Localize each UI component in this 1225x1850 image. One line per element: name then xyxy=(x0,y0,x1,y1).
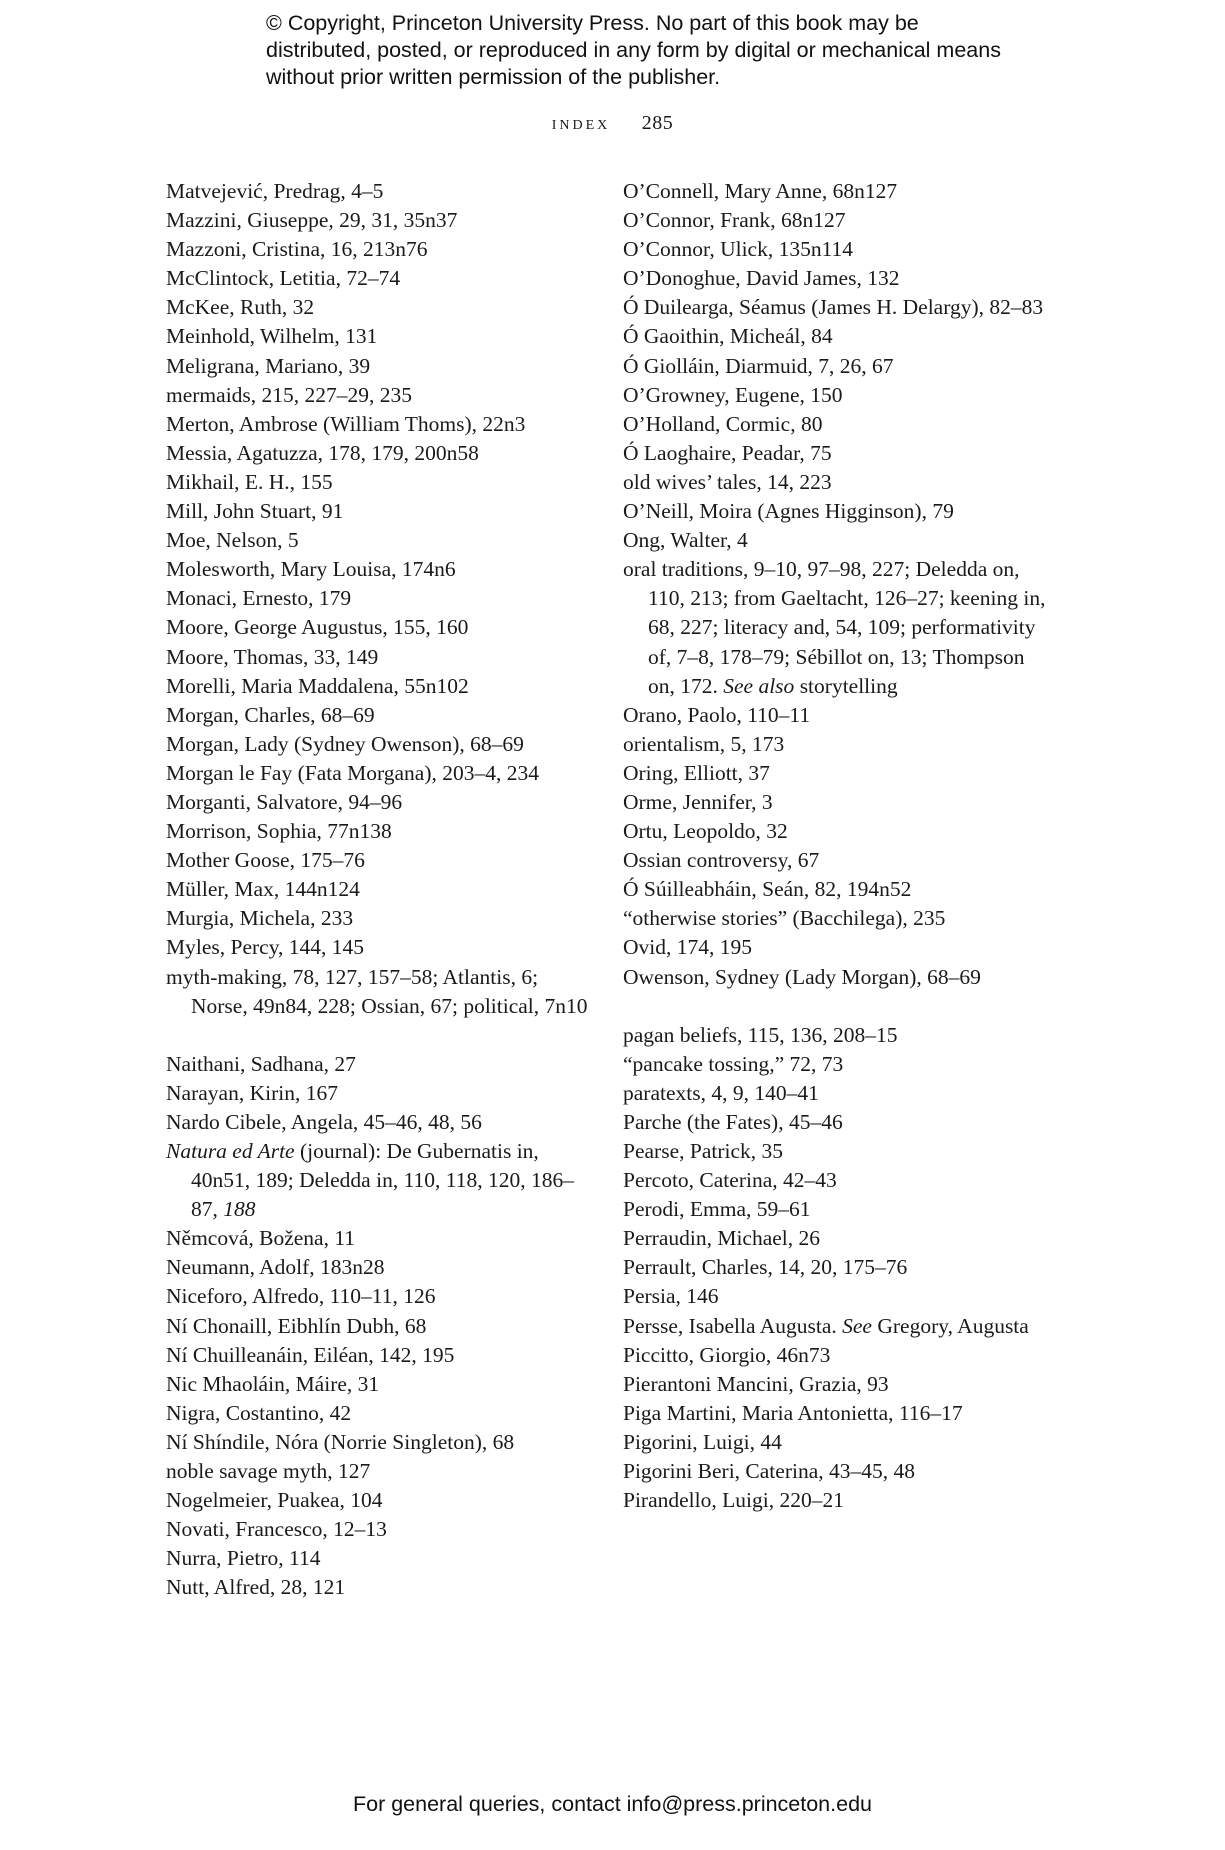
index-entry xyxy=(623,1108,1053,1137)
index-entry xyxy=(166,701,596,730)
index-entry-text: Morgan le Fay (Fata Morgana), 203–4, 234 xyxy=(166,760,540,785)
index-entry-text: Monaci, Ernesto, 179 xyxy=(166,586,352,611)
index-entry-text: Perrault, Charles, 14, 20, 175–76 xyxy=(623,1255,908,1280)
index-entry-text: Piccitto, Giorgio, 46n73 xyxy=(623,1342,831,1367)
index-entry-text: O’Holland, Cormic, 80 xyxy=(623,411,823,436)
index-entry xyxy=(166,1282,596,1311)
index-entry-text: Piga Martini, Maria Antonietta, 116–17 xyxy=(623,1400,963,1425)
index-entry-text: “pancake tossing,” 72, 73 xyxy=(623,1051,844,1076)
index-entry-text: Owenson, Sydney (Lady Morgan), 68–69 xyxy=(623,964,981,989)
index-entry-text: Mikhail, E. H., 155 xyxy=(166,469,333,494)
index-entry xyxy=(166,613,596,642)
index-entry xyxy=(623,817,1053,846)
index-entry xyxy=(623,933,1053,962)
index-entry-text: Matvejević, Predrag, 4–5 xyxy=(166,179,384,203)
index-entry xyxy=(166,1108,596,1137)
index-column-right xyxy=(623,177,1053,1515)
index-entry xyxy=(166,264,596,293)
index-entry xyxy=(166,206,596,235)
index-entry xyxy=(166,1079,596,1108)
index-entry xyxy=(623,1166,1053,1195)
index-entry-text: paratexts, 4, 9, 140–41 xyxy=(623,1080,819,1105)
index-entry xyxy=(166,963,596,1021)
index-entry xyxy=(623,410,1053,439)
index-entry xyxy=(623,1312,1053,1341)
index-entry-text: Pierantoni Mancini, Grazia, 93 xyxy=(623,1371,889,1396)
index-entry xyxy=(166,730,596,759)
index-entry-text: pagan beliefs, 115, 136, 208–15 xyxy=(623,1022,898,1047)
index-entry-text: Meinhold, Wilhelm, 131 xyxy=(166,324,378,349)
index-entry-text: Ó Gaoithin, Micheál, 84 xyxy=(623,324,833,349)
index-entry xyxy=(623,1224,1053,1253)
index-entry-text: Gregory, Augusta xyxy=(871,1313,1029,1338)
index-entry xyxy=(166,1486,596,1515)
index-entry-text: Ossian controversy, 67 xyxy=(623,848,820,873)
index-entry xyxy=(623,1341,1053,1370)
index-entry xyxy=(623,1253,1053,1282)
index-entry-text: Morgan, Charles, 68–69 xyxy=(166,702,375,727)
index-entry-text: Pearse, Patrick, 35 xyxy=(623,1139,784,1163)
index-entry xyxy=(166,439,596,468)
index-entry xyxy=(166,817,596,846)
index-entry-text: Pigorini Beri, Caterina, 43–45, 48 xyxy=(623,1459,916,1484)
index-entry-italic: See xyxy=(842,1313,872,1338)
index-entry-text: O’Neill, Moira (Agnes Higginson), 79 xyxy=(623,499,954,524)
index-entry xyxy=(166,1137,596,1224)
index-entry-text: Orano, Paolo, 110–11 xyxy=(623,702,811,727)
index-entry xyxy=(166,352,596,381)
index-entry-text: Ní Chonaill, Eibhlín Dubh, 68 xyxy=(166,1313,427,1338)
index-entry xyxy=(166,526,596,555)
index-entry xyxy=(623,235,1053,264)
index-entry xyxy=(623,875,1053,904)
index-entry-text: “otherwise stories” (Bacchilega), 235 xyxy=(623,906,946,931)
index-entry xyxy=(623,526,1053,555)
index-entry-text: O’Donoghue, David James, 132 xyxy=(623,266,900,291)
index-entry xyxy=(623,381,1053,410)
index-entry-text: Nurra, Pietro, 114 xyxy=(166,1546,321,1571)
index-entry-italic: 188 xyxy=(223,1197,256,1222)
index-entry-text: Moore, Thomas, 33, 149 xyxy=(166,644,379,669)
index-entry-text: Molesworth, Mary Louisa, 174n6 xyxy=(166,557,456,582)
index-entry xyxy=(166,381,596,410)
index-entry-text: Němcová, Božena, 11 xyxy=(166,1226,356,1251)
index-entry-text: Pirandello, Luigi, 220–21 xyxy=(623,1488,844,1513)
index-entry xyxy=(166,1341,596,1370)
index-entry-text: Mazzoni, Cristina, 16, 213n76 xyxy=(166,237,428,262)
index-entry-text: Perodi, Emma, 59–61 xyxy=(623,1197,811,1222)
index-entry xyxy=(166,875,596,904)
index-entry xyxy=(623,293,1053,322)
index-entry xyxy=(623,1282,1053,1311)
index-entry xyxy=(166,1457,596,1486)
index-entry xyxy=(623,846,1053,875)
index-entry xyxy=(623,1050,1053,1079)
index-entry-text: mermaids, 215, 227–29, 235 xyxy=(166,382,413,407)
index-entry-text: Ó Laoghaire, Peadar, 75 xyxy=(623,440,832,465)
index-entry xyxy=(623,1486,1053,1515)
index-entry-text: Morelli, Maria Maddalena, 55n102 xyxy=(166,673,469,698)
index-entry-text: Neumann, Adolf, 183n28 xyxy=(166,1255,385,1280)
index-entry xyxy=(166,1370,596,1399)
index-entry-text: Orme, Jennifer, 3 xyxy=(623,789,773,814)
index-entry xyxy=(166,1050,596,1079)
index-entry-text: Novati, Francesco, 12–13 xyxy=(166,1517,387,1542)
index-entry-text: O’Connor, Ulick, 135n114 xyxy=(623,237,854,262)
index-entry xyxy=(166,555,596,584)
index-entry xyxy=(623,788,1053,817)
running-head xyxy=(0,112,1225,135)
index-entry-text: Ní Chuilleanáin, Eiléan, 142, 195 xyxy=(166,1342,455,1367)
index-entry-text: McKee, Ruth, 32 xyxy=(166,295,315,320)
index-entry xyxy=(623,1137,1053,1166)
index-entry-text: Naithani, Sadhana, 27 xyxy=(166,1051,356,1076)
index-entry-text: McClintock, Letitia, 72–74 xyxy=(166,266,401,291)
index-entry-text: Ovid, 174, 195 xyxy=(623,935,752,960)
index-entry xyxy=(623,904,1053,933)
index-entry xyxy=(166,177,596,206)
index-entry xyxy=(166,1224,596,1253)
index-entry xyxy=(166,293,596,322)
index-entry xyxy=(623,497,1053,526)
index-entry xyxy=(166,904,596,933)
index-entry-text: Messia, Agatuzza, 178, 179, 200n58 xyxy=(166,440,479,465)
index-entry xyxy=(166,1253,596,1282)
index-entry xyxy=(623,439,1053,468)
index-entry xyxy=(623,730,1053,759)
index-entry-text: Murgia, Michela, 233 xyxy=(166,906,354,931)
index-entry-italic: See also xyxy=(723,673,795,698)
index-entry xyxy=(623,1195,1053,1224)
index-entry-text: Nutt, Alfred, 28, 121 xyxy=(166,1575,346,1600)
index-entry-text: Meligrana, Mariano, 39 xyxy=(166,353,371,378)
index-entry xyxy=(623,555,1053,700)
index-entry-text: O’Growney, Eugene, 150 xyxy=(623,382,843,407)
index-entry-text: Nic Mhaoláin, Máire, 31 xyxy=(166,1371,380,1396)
index-entry-text: Ó Duilearga, Séamus (James H. Delargy), 82–83 xyxy=(623,295,1044,320)
index-entry-text: Perraudin, Michael, 26 xyxy=(623,1226,821,1251)
index-entry-text: Persse, Isabella Augusta. xyxy=(623,1313,843,1338)
index-entry xyxy=(166,759,596,788)
running-head-label: index xyxy=(551,112,611,134)
footer-contact: For general queries, contact info@press.princeton.edu xyxy=(352,1792,872,1816)
index-entry xyxy=(166,788,596,817)
index-entry-text: Nogelmeier, Puakea, 104 xyxy=(166,1488,383,1513)
index-entry xyxy=(623,1399,1053,1428)
copyright-notice: © Copyright, Princeton University Press. No part of this book may be distributed, posted, or reproduced in any form by digital or mechanical means without prior written permission of the publisher. xyxy=(266,11,1001,89)
index-entry-text: Mother Goose, 175–76 xyxy=(166,848,365,873)
index-entry xyxy=(623,1370,1053,1399)
index-entry-text: Myles, Percy, 144, 145 xyxy=(166,935,365,960)
index-entry xyxy=(623,322,1053,351)
index-entry-text: Percoto, Caterina, 42–43 xyxy=(623,1168,837,1193)
index-entry xyxy=(166,672,596,701)
index-entry-text: orientalism, 5, 173 xyxy=(623,731,785,756)
index-entry-text: Ortu, Leopoldo, 32 xyxy=(623,819,788,844)
index-entry-text: old wives’ tales, 14, 223 xyxy=(623,469,832,494)
index-entry-text: Ó Súilleabháin, Seán, 82, 194n52 xyxy=(623,877,912,902)
index-entry-text: Müller, Max, 144n124 xyxy=(166,877,360,902)
index-entry xyxy=(623,468,1053,497)
index-entry xyxy=(166,1428,596,1457)
page-number: 285 xyxy=(641,112,674,134)
index-entry-text: Narayan, Kirin, 167 xyxy=(166,1080,338,1105)
index-entry xyxy=(623,206,1053,235)
index-entry-italic: Natura ed Arte xyxy=(166,1139,295,1163)
index-entry-text: myth-making, 78, 127, 157–58; Atlantis, 6; Norse, 49n84, 228; Ossian, 67; political, 7n10 xyxy=(166,964,588,1018)
index-entry xyxy=(623,264,1053,293)
index-entry-text: Moore, George Augustus, 155, 160 xyxy=(166,615,469,640)
index-entry xyxy=(166,468,596,497)
index-entry-text: Morganti, Salvatore, 94–96 xyxy=(166,789,403,814)
index-entry xyxy=(623,1079,1053,1108)
index-entry xyxy=(166,235,596,264)
index-entry-text: noble savage myth, 127 xyxy=(166,1459,371,1484)
index-entry xyxy=(166,1515,596,1544)
index-entry xyxy=(166,1544,596,1573)
index-entry xyxy=(166,584,596,613)
index-entry-text: Niceforo, Alfredo, 110–11, 126 xyxy=(166,1284,436,1309)
index-entry xyxy=(166,497,596,526)
index-entry-text: Mazzini, Giuseppe, 29, 31, 35n37 xyxy=(166,208,458,233)
index-entry xyxy=(166,1312,596,1341)
index-entry-text: O’Connell, Mary Anne, 68n127 xyxy=(623,179,898,203)
index-entry-text: Ní Shíndile, Nóra (Norrie Singleton), 68 xyxy=(166,1429,515,1454)
index-entry-text: Mill, John Stuart, 91 xyxy=(166,499,344,524)
index-entry xyxy=(166,1399,596,1428)
index-entry xyxy=(166,322,596,351)
index-entry xyxy=(623,963,1053,992)
index-entry xyxy=(623,701,1053,730)
index-entry-text: Morrison, Sophia, 77n138 xyxy=(166,819,392,844)
index-entry xyxy=(166,410,596,439)
index-column-left xyxy=(166,177,596,1603)
index-entry-text: oral traditions, 9–10, 97–98, 227; Deledda on, 110, 213; from Gaeltacht, 126–27; keening in, 68, 227; literacy and, 54, 109; performativity of, 7–8, 178–79; Sébillot on, 13; Thompson on, 172. xyxy=(623,557,1046,698)
index-entry xyxy=(166,643,596,672)
index-entry-text: Parche (the Fates), 45–46 xyxy=(623,1109,843,1134)
index-entry-text: Pigorini, Luigi, 44 xyxy=(623,1429,782,1454)
index-entry-text: Nigra, Costantino, 42 xyxy=(166,1400,352,1425)
index-entry xyxy=(623,1021,1053,1050)
index-entry xyxy=(166,846,596,875)
index-entry xyxy=(623,177,1053,206)
index-entry xyxy=(623,1457,1053,1486)
index-entry-text: O’Connor, Frank, 68n127 xyxy=(623,208,846,233)
index-entry-text: Persia, 146 xyxy=(623,1284,719,1309)
index-entry-text: Ó Giolláin, Diarmuid, 7, 26, 67 xyxy=(623,353,894,378)
index-entry-text: Ong, Walter, 4 xyxy=(623,528,748,553)
index-entry-text: Nardo Cibele, Angela, 45–46, 48, 56 xyxy=(166,1109,482,1134)
index-entry-text: Oring, Elliott, 37 xyxy=(623,760,770,785)
index-entry xyxy=(166,933,596,962)
index-entry xyxy=(623,352,1053,381)
index-entry xyxy=(623,759,1053,788)
index-entry-text: storytelling xyxy=(794,673,898,698)
index-entry xyxy=(623,1428,1053,1457)
index-entry-text: (journal): De Gubernatis in, 40n51, 189; Deledda in, 110, 118, 120, 186–87, xyxy=(191,1139,574,1222)
index-entry xyxy=(166,1573,596,1602)
index-entry-text: Morgan, Lady (Sydney Owenson), 68–69 xyxy=(166,731,524,756)
index-entry-text: Merton, Ambrose (William Thoms), 22n3 xyxy=(166,411,526,436)
index-entry-text: Moe, Nelson, 5 xyxy=(166,528,299,553)
